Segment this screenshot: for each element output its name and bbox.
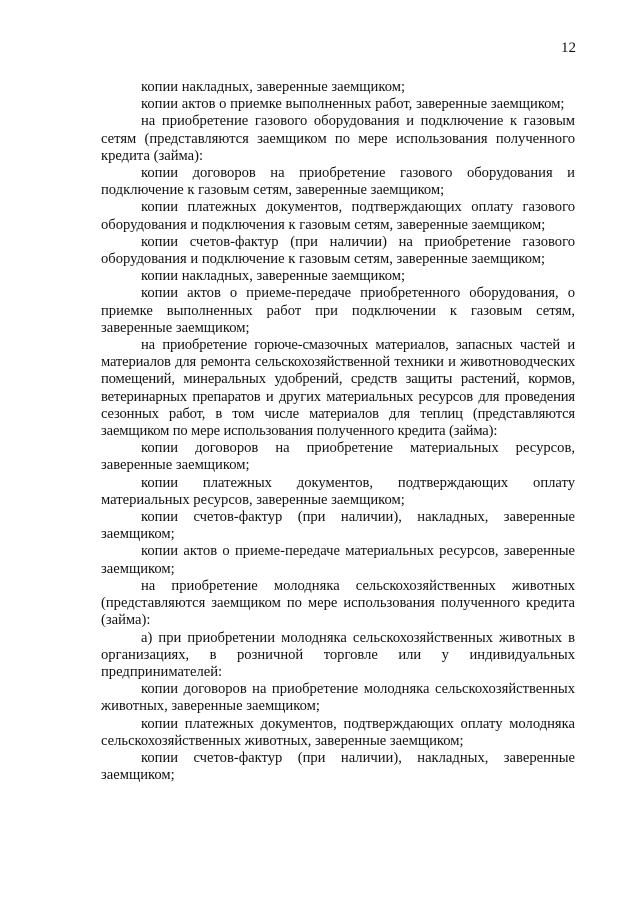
paragraph: копии договоров на приобретение материальных ресурсов, заверенные заемщиком; xyxy=(101,440,575,474)
paragraph: на приобретение горюче-смазочных материалов, запасных частей и материалов для ремонта сельскохозяйственной техники и животноводческих помещений, минеральных удобрений, средств защиты растений, кормов, ветеринарных препаратов и других материальных ресурсов для проведения сезонных работ, в том числе материалов для теплиц (представляются заемщиком по мере использования полученного кредита (займа): xyxy=(101,337,575,440)
paragraph: на приобретение газового оборудования и подключение к газовым сетям (представляются заемщиком по мере использования полученного кредита (займа): xyxy=(101,113,575,164)
document-body xyxy=(101,79,575,784)
paragraph: копии платежных документов, подтверждающих оплату газового оборудования и подключения к газовым сетям, заверенные заемщиком; xyxy=(101,199,575,233)
paragraph: копии актов о приеме-передаче приобретенного оборудования, о приемке выполненных работ при подключении к газовым сетям, заверенные заемщиком; xyxy=(101,285,575,336)
paragraph: копии платежных документов, подтверждающих оплату материальных ресурсов, заверенные заемщиком; xyxy=(101,474,575,508)
paragraph: копии договоров на приобретение газового оборудования и подключение к газовым сетям, заверенные заемщиком; xyxy=(101,165,575,199)
paragraph: копии актов о приемке выполненных работ, заверенные заемщиком; xyxy=(141,96,565,113)
paragraph: копии актов о приеме-передаче материальных ресурсов, заверенные заемщиком; xyxy=(101,543,575,577)
paragraph: на приобретение молодняка сельскохозяйственных животных (представляются заемщиком по мере использования полученного кредита (займа): xyxy=(101,577,575,629)
paragraph: копии счетов-фактур (при наличии) на приобретение газового оборудования и подключение к газовым сетям, заверенные заемщиком; xyxy=(101,233,575,268)
paragraph: копии накладных, заверенные заемщиком; xyxy=(141,268,406,285)
paragraph: а) при приобретении молодняка сельскохозяйственных животных в организациях, в розничной торговле или у индивидуальных предпринимателей: xyxy=(101,629,575,680)
paragraph: копии счетов-фактур (при наличии), накладных, заверенные заемщиком; xyxy=(101,749,575,784)
page-number: 12 xyxy=(561,40,576,56)
paragraph: копии накладных, заверенные заемщиком; xyxy=(141,79,406,95)
paragraph: копии договоров на приобретение молодняка сельскохозяйственных животных, заверенные заемщиком; xyxy=(101,681,575,715)
paragraph: копии счетов-фактур (при наличии), накладных, заверенные заемщиком; xyxy=(101,509,575,543)
paragraph: копии платежных документов, подтверждающих оплату молодняка сельскохозяйственных животных, заверенные заемщиком; xyxy=(101,715,575,749)
